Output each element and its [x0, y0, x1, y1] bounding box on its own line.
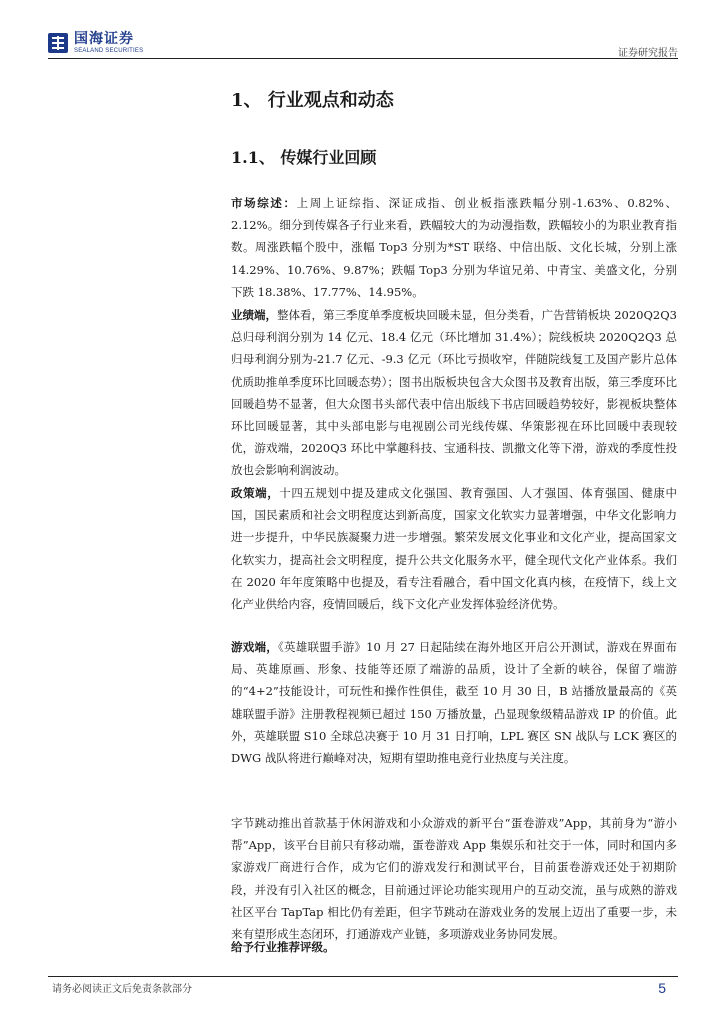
page-header — [0, 0, 724, 64]
logo-english-name: SEALAND SECURITIES — [74, 48, 144, 54]
page-number: 5 — [658, 980, 666, 996]
section-heading: 1、 行业观点和动态 — [231, 90, 394, 111]
bytedance-paragraph: 字节跳动推出首款基于休闲游戏和小众游戏的新平台“蛋卷游戏”App，其前身为“游小帮”App，该平台目前只有移动端，蛋卷游戏 App 集娱乐和社交于一体，同时和国内多家游戏厂商进行合作，成为它们的游戏发行和测试平台，目前蛋卷游戏还处于初期阶段，并没有引入社区的概念，目前通过评论功能实现用户的互动交流，虽与成熟的游戏社区平台 TapTap 相比仍有差距，但字节跳动在游戏业务的发展上迈出了重要一步，未来有望形成生态闭环，打通游戏产业链，多项游戏业务协同发展。 — [231, 816, 677, 942]
header-divider — [48, 58, 678, 59]
performance-lead: 业绩端， — [231, 308, 278, 322]
market-overview-paragraph — [231, 192, 677, 303]
company-logo — [48, 30, 143, 56]
game-paragraph — [231, 636, 677, 769]
market-overview-lead: 市场综述： — [231, 196, 297, 210]
performance-paragraph — [231, 304, 677, 482]
logo-chinese-name: 国海证券 — [74, 31, 134, 47]
game-lead: 游戏端， — [231, 640, 278, 654]
subsection-heading: 1.1、 传媒行业回顾 — [231, 148, 377, 167]
rating-statement: 给予行业推荐评级。 — [231, 940, 335, 954]
policy-body: 十四五规划中提及建成文化强国、教育强国、人才强国、体育强国、健康中国，国民素质和社会文明程度达到新高度，国家文化软实力显著增强，中华文化影响力进一步提升，中华民族凝聚力进一步增强。繁荣发展文化事业和文化产业，提高国家文化软实力，提高社会文明程度，提升公共文化服务水平，健全现代文化产业体系。我们在 2020 年年度策略中也提及，看专注看融合，看中国文化真内核，在疫情下，线上文化产业供给内容，疫情回暖后，线下文化产业发挥体验经济优势。 — [231, 486, 677, 612]
footer-divider — [48, 976, 678, 977]
game-body: 《英雄联盟手游》10 月 27 日起陆续在海外地区开启公开测试，游戏在界面布局、英雄原画、形象、技能等还原了端游的品质，设计了全新的峡谷，保留了端游的“4+2”技能设计，可玩性和操作性俱佳，截至 10 月 30 日，B 站播放量最高的《英雄联盟手游》注册教程视频已超过 150 万播放量，凸显现象级精品游戏 IP 的价值。此外，英雄联盟 S10 全球总决赛于 10 月 31 日打响，LPL 赛区 SN 战队与 LCK 赛区的 DWG 战队将进行巅峰对决，短期有望助推电竞行业热度与关注度。 — [231, 640, 678, 766]
sealand-logo-icon — [48, 33, 68, 53]
disclaimer-note: 请务必阅读正文后免责条款部分 — [52, 984, 192, 995]
performance-body: 整体看，第三季度单季度板块回暖未显，但分类看，广告营销板块 2020Q2Q3 总归母利润分别为 14 亿元、18.4 亿元（环比增加 31.4%）；院线板块 2020Q2Q3 总归母利润分别为-21.7 亿元、-9.3 亿元（环比亏损收窄，伴随院线复工及国产影片总体优质助推单季度环比回暖态势）；图书出版板块包含大众图书及教育出版，第三季度环比回暖趋势不显著，但大众图书头部代表中信出版线下书店回暖趋势较好，影视板块整体环比回暖显著，其中头部电影与电视剧公司光线传媒、华策影视在环比回暖中表现较优，游戏端，2020Q3 环比中掌趣科技、宝通科技、凯撒文化等下滑，游戏的季度性投放也会影响利润波动。 — [231, 308, 677, 478]
report-type-label: 证券研究报告 — [618, 48, 678, 59]
policy-lead: 政策端， — [231, 486, 280, 500]
policy-paragraph — [231, 482, 677, 615]
market-overview-body: 上周上证综指、深证成指、创业板指涨跌幅分别-1.63%、0.82%、2.12%。细分到传媒各子行业来看，跌幅较大的为动漫指数，跌幅较小的为职业教育指数。周涨跌幅个股中，涨幅 Top3 分别为*ST 联络、中信出版、文化长城，分别上涨 14.29%、10.76%、9.87%；跌幅 Top3 分别为华谊兄弟、中青宝、美盛文化，分别下跌 18.38%、17.77%、14.95%。 — [231, 196, 678, 299]
